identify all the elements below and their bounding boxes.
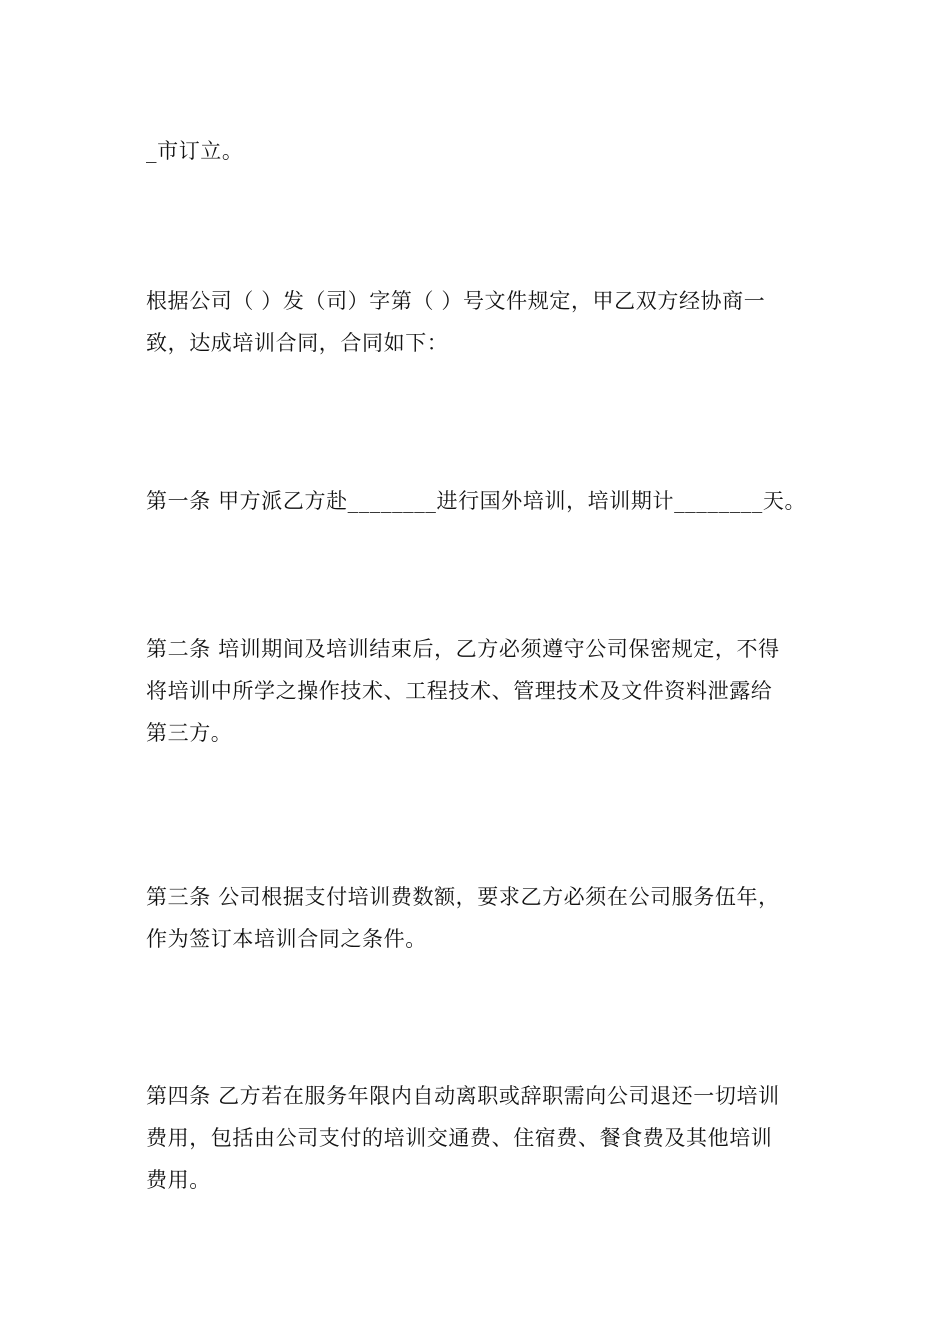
article-1 (146, 480, 826, 522)
paragraph-line: 第四条 乙方若在服务年限内自动离职或辞职需向公司退还一切培训 (146, 1084, 780, 1108)
paragraph-line: _市订立。 (146, 139, 244, 163)
paragraph-line: 将培训中所学之操作技术、工程技术、管理技术及文件资料泄露给 (146, 679, 773, 703)
paragraph-line: 费用，包括由公司支付的培训交通费、住宿费、餐食费及其他培训 (146, 1126, 773, 1150)
paragraph-line: 致，达成培训合同，合同如下： (146, 331, 449, 355)
paragraph-line: 根据公司（ ）发（司）字第（ ）号文件规定，甲乙双方经协商一 (146, 289, 766, 313)
paragraph-line: 第三条 公司根据支付培训费数额，要求乙方必须在公司服务伍年， (146, 885, 780, 909)
paragraph-signing-place (146, 130, 826, 172)
paragraph-line: 费用。 (146, 1168, 211, 1192)
paragraph-line: 第二条 培训期间及培训结束后，乙方必须遵守公司保密规定，不得 (146, 637, 780, 661)
article-4 (146, 1075, 826, 1201)
paragraph-line: 第一条 甲方派乙方赴________进行国外培训，培训期计________天。 (146, 489, 807, 513)
article-2 (146, 628, 826, 754)
paragraph-line: 第三方。 (146, 721, 233, 745)
article-3 (146, 876, 826, 960)
paragraph-line: 作为签订本培训合同之条件。 (146, 927, 427, 951)
paragraph-preamble (146, 280, 826, 364)
